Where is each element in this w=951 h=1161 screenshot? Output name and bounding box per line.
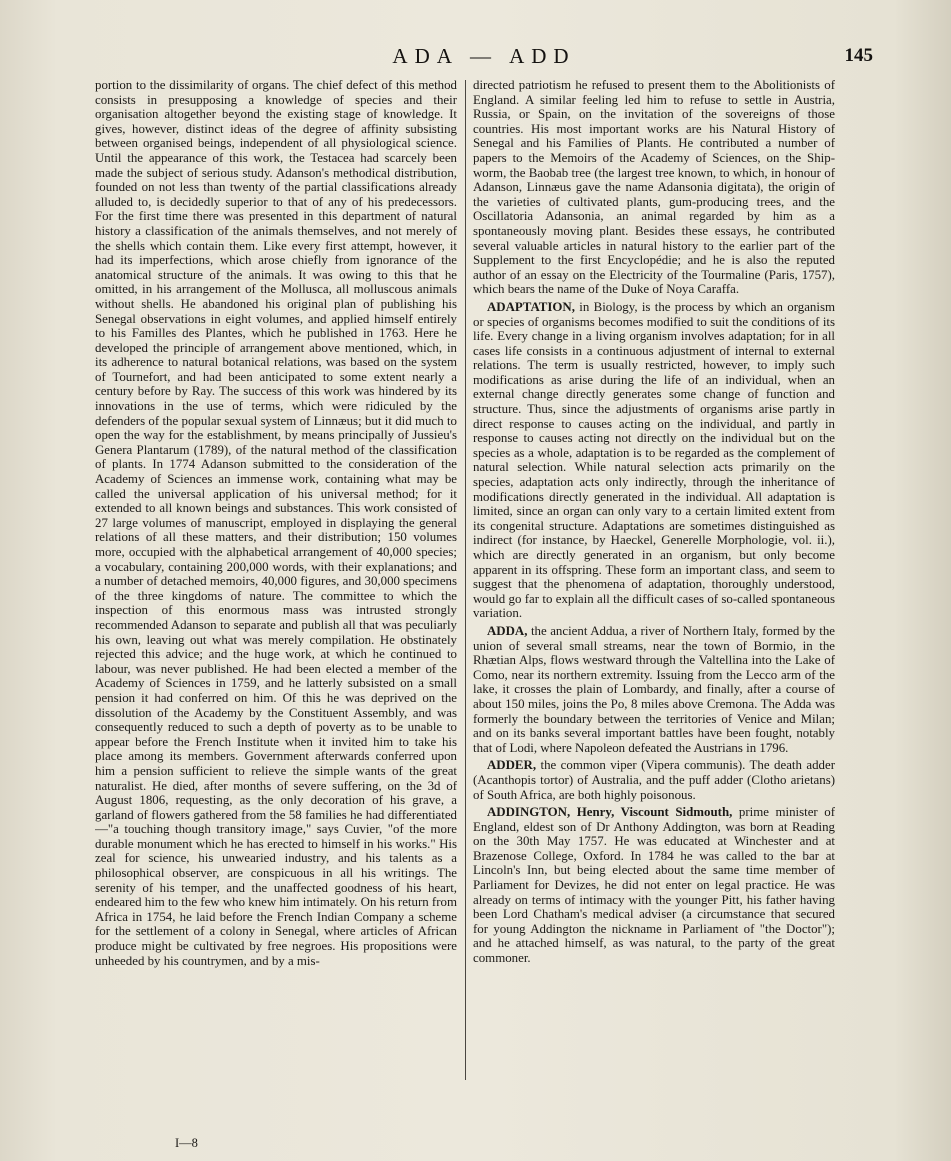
paragraph xyxy=(473,78,835,297)
left-column xyxy=(95,78,457,1088)
entry-adaptation xyxy=(473,300,835,621)
right-column xyxy=(473,78,835,1088)
entry-text: in Biology, is the process by which an organism or species of organisms becomes modified to suit the conditions of its life. Every change in a living organism involves adaptation; for in all cases life consists in a continuous adjustment of internal to external relations. The term is usually restricted, however, to imply such modifications as arise during the life of an individual, when an external change directly generates some change of function and structure. Thus, since the adjustments of organisms arise partly in direct response to causes acting on the individual, and partly in response to causes acting not directly on the individual but on the species as a whole, adaptation is to be regarded as the complement of natural selection. While natural selection acts primarily on the species, adaptation acts only indirectly, through the inheritance of modifications directly generated in the individual. All adaptation is limited, since an organ can only vary to a certain limited extent from its congenital structure. Adaptations are sometimes distinguished as indirect (for instance, by Haeckel, Generelle Morphologie, vol. ii.), which are directly generated in an organism, but only become apparent in its offspring. These form an important class, and seem to suggest that the phenomena of adaptation, thoroughly understood, would go far to explain all the difficult cases of so-called spontaneous variation. xyxy=(473,299,835,621)
entry-text: prime minister of England, eldest son of Dr Anthony Addington, was born at Reading on the 30th May 1757. He was educated at Winchester and at Brazenose College, Oxford. In 1784 he was called to the bar at Lincoln's Inn, but being elected about the same time member of Parliament for Devizes, he did not enter on legal practice. He was already on terms of intimacy with the younger Pitt, his father having been Lord Chatham's medical adviser (a circumstance that secured for young Addington the nickname in Parliament of "the Doctor"); and he attached himself, as was natural, to the party of the great commoner. xyxy=(473,805,835,966)
entry-adder xyxy=(473,758,835,802)
entry-text: the ancient Addua, a river of Northern Italy, formed by the union of several small streams, near the town of Bormio, in the Rhætian Alps, flows westward through the Valtellina into the Lake of Como, near its northern extremity. Issuing from the Lecco arm of the lake, it crosses the plain of Lombardy, and finally, after a course of about 150 miles, joins the Po, 8 miles above Cremona. The Adda was formerly the boundary between the territories of Venice and Milan; and on its banks several important battles have been fought, notably that of Lodi, where Napoleon defeated the Austrians in 1796. xyxy=(473,623,835,755)
page-number: 145 xyxy=(844,45,873,66)
entry-text: the common viper (Vipera communis). The death adder (Acanthopis tortor) of Australia, and the puff adder (Clotho arietans) of South Africa, are both highly poisonous. xyxy=(473,758,835,802)
entry-adda xyxy=(473,624,835,755)
column-rule xyxy=(465,80,466,1080)
entry-headword: ADDER, xyxy=(487,758,537,773)
running-head: ADA — ADD xyxy=(392,44,576,68)
signature-mark: I—8 xyxy=(175,1136,198,1150)
paragraph-text: directed patriotism he refused to present them to the Abolitionists of England. A similar feeling led him to refuse to settle in Austria, Russia, or Spain, on the invitation of the sovereigns of those countries. His most important works are his Natural History of Senegal and his Families of Plants. He contributed a number of papers to the Memoirs of the Academy of Sciences, on the Ship-worm, the Baobab tree (the largest tree known, to which, in honour of Adanson, Linnæus gave the name Adansonia digitata), the origin of the varieties of cultivated plants, gum-producing trees, and the Oscillatoria Adansonia, an animal regarded by him as a spontaneously moving plant. Besides these essays, he contributed several valuable articles in natural history to the earlier part of the Supplement to the first Encyclopédie; and he is also the reputed author of an essay on the Electricity of the Tourmaline (Paris, 1757), which bears the name of the Duke of Noya Caraffa. xyxy=(473,78,835,297)
entry-headword: ADAPTATION, xyxy=(487,299,575,314)
entry-headword: ADDINGTON, Henry, Viscount Sidmouth, xyxy=(487,805,733,820)
page-header xyxy=(95,40,873,74)
entry-addington xyxy=(473,805,835,966)
paragraph: portion to the dissimilarity of organs. The chief defect of this method consists in presupposing a knowledge of species and their organisation altogether beyond the existing stage of knowledge. It gives, however, distinct ideas of the degree of affinity subsisting between organised beings, independent of all physiological science. Until the appearance of this work, the Testacea had scarcely been made the subject of serious study. Adanson's methodical distribution, founded on not less than twenty of the partial classifications already alluded to, is decidedly superior to that of any of his predecessors. For the first time there was presented in this department of natural history a classification of the animals themselves, and not merely of the shells which contain them. Like every first attempt, however, it had its imperfections, which arose chiefly from ignorance of the anatomical structure of the animals. It was owing to this that he omitted, in his arrangement of the Mollusca, all molluscous animals without shells. He abandoned his original plan of publishing his Senegal observations in eight volumes, and applied himself entirely to his Familles des Plantes, which he published in 1763. Here he developed the principle of arrangement above mentioned, which, in its adherence to natural botanical relations, was based on the system of Tournefort, and had been anticipated to some extent nearly a century before by Ray. The success of this work was hindered by its innovations in the use of terms, which were ridiculed by the defenders of the popular sexual system of Linnæus; but it did much to open the way for the establishment, by means principally of Jussieu's Genera Plantarum (1789), of the natural method of the classification of plants. In 1774 Adanson submitted to the consideration of the Academy of Sciences an immense work, containing what may be called the universal application of his universal method; for it extended to all known beings and substances. This work consisted of 27 large volumes of manuscript, employed in displaying the general relations of all these matters, and their distribution; 150 volumes more, occupied with the alphabetical arrangement of 40,000 species; a vocabulary, containing 200,000 words, with their explanations; and a number of detached memoirs, 40,000 figures, and 30,000 specimens of the three kingdoms of nature. The committee to which the inspection of this enormous mass was intrusted strongly recommended Adanson to separate and publish all that was peculiarly his own, leaving out what was merely compilation. He obstinately rejected this advice; and the huge work, at which he continued to labour, was never published. He had been elected a member of the Academy of Sciences in 1759, and he latterly subsisted on a small pension it had conferred on him. Of this he was deprived on the dissolution of the Academy by the Constituent Assembly, and was consequently reduced to such a depth of poverty as to be unable to appear before the French Institute when it invited him to take his place among its members. Government afterwards conferred upon him a pension sufficient to relieve the simple wants of the great naturalist. He died, after months of severe suffering, on the 3d of August 1806, requesting, as the only decoration of his grave, a garland of flowers gathered from the 58 families he had differentiated—"a touching though transitory image," says Cuvier, "of the more durable monument which he has erected to himself in his works." His zeal for science, his unwearied industry, and his talents as a philosophical observer, are conspicuous in all his writings. The serenity of his temper, and the unaffected goodness of his heart, endeared him to the few who knew him intimately. On his return from Africa in 1754, he laid before the French Indian Company a scheme for the settlement of a colony in Senegal, where articles of African produce might be cultivated by free negroes. His propositions were unheeded by his countrymen, and by a mis- xyxy=(95,78,457,968)
entry-headword: ADDA, xyxy=(487,623,528,638)
